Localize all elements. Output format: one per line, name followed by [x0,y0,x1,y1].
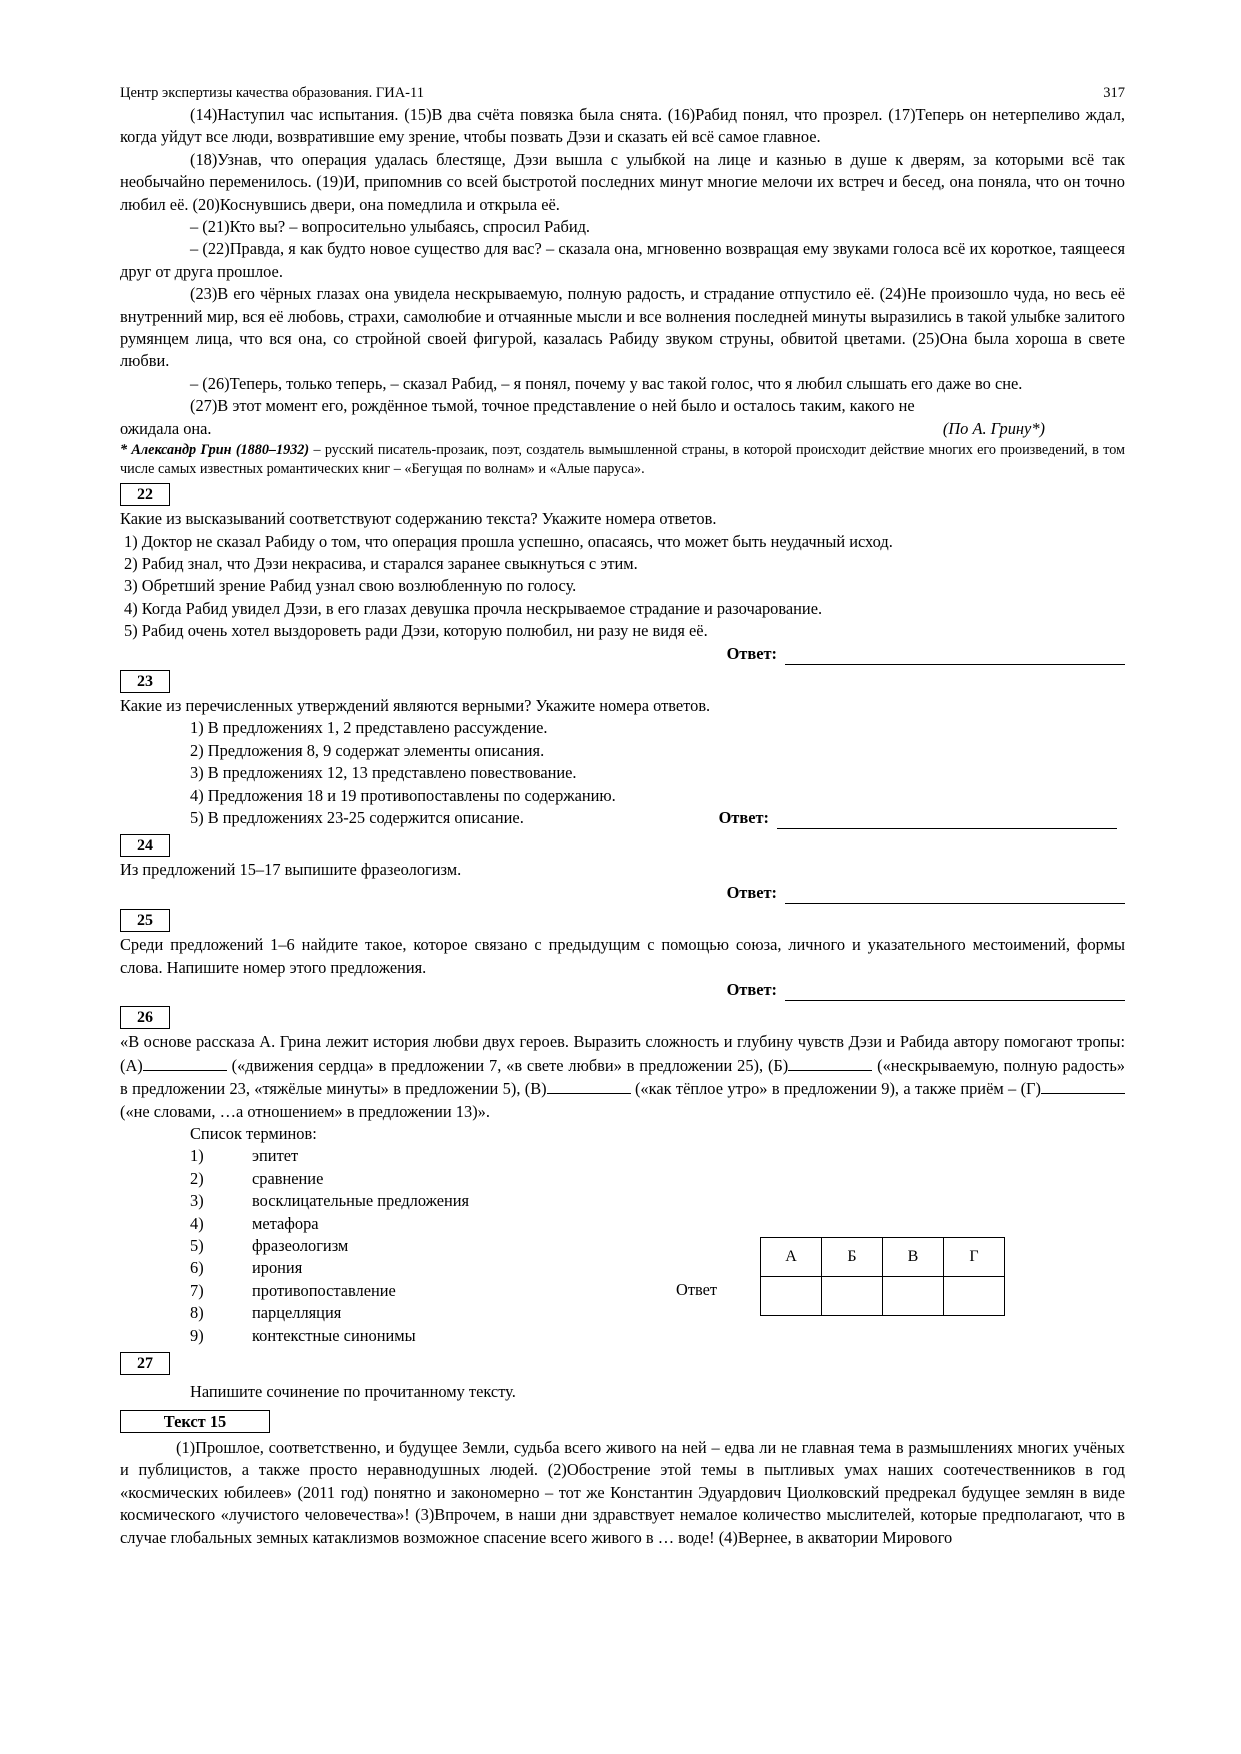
prompt-part: («нескрываемую, полную радость» в предложении 23, «тяжёлые минуты» в предложении 5), (В) [120,1055,1126,1099]
answer-table [760,1237,1005,1316]
term-number: 6) [190,1258,204,1278]
answer-option: 3) Обретший зрение Рабид узнал свою возлюбленную по голосу. [124,576,577,596]
question-number-box: 22 [120,483,170,506]
header-title: Центр экспертизы качества образования. ГИА-11 [120,85,424,101]
answer-field[interactable] [785,646,1125,665]
question-22-header [120,483,1125,506]
footnote [120,441,1125,478]
question-number-box: 25 [120,909,170,932]
blank-g[interactable] [1041,1077,1125,1094]
term-number: 7) [190,1280,204,1300]
answer-table-header: В [883,1238,944,1277]
term-text: противопоставление [252,1280,396,1300]
answer-label: Ответ: [726,980,777,999]
term-number: 2) [190,1168,204,1188]
term-text: метафора [252,1213,319,1233]
prompt-part: («не словами, …а отношением» в предложении 13)». [120,1101,490,1121]
blank-v[interactable] [547,1077,631,1094]
term-item [120,1325,1125,1347]
term-text: фразеологизм [252,1236,349,1256]
answer-label: Ответ: [718,807,769,827]
question-prompt: Среди предложений 1–6 найдите такое, которое связано с предыдущим с помощью союза, личного и указательного местоимений, формы слова. Напишите номер этого предложения. [120,935,1125,977]
page-number: 317 [1103,85,1125,101]
footnote-text: – русский писатель-прозаик, поэт, создатель вымышленной страны, в которой происходит действие многих его произведений, в том числе самых известных романтических книг – «Бегущая по волнам» и «Алые паруса». [120,442,1125,477]
term-number: 8) [190,1303,204,1323]
terms-title: Список терминов: [190,1124,317,1144]
answer-field[interactable] [785,885,1125,904]
term-number: 1) [190,1146,204,1166]
answer-row [120,882,1125,904]
answer-option: 2) Предложения 8, 9 содержат элементы описания. [190,740,545,760]
question-prompt [120,1031,1125,1123]
text-paragraph: – (22)Правда, я как будто новое существо для вас? – сказала она, мгновенно возвращая ему звуками голоса всё их короткое, таящееся друг от друга прошлое. [120,239,1125,281]
question-prompt: Какие из перечисленных утверждений являются верными? Укажите номера ответов. [120,695,711,715]
question-prompt: Какие из высказываний соответствуют содержанию текста? Укажите номера ответов. [120,509,717,529]
text-paragraph: (27)В этот момент его, рождённое тьмой, точное представление о ней было и осталось таким, какого не [190,396,915,416]
prompt-part: «В основе рассказа А. Грина лежит история любви двух героев. Выразить сложность и глубину чувств Дэзи и Рабида автору помогают тропы: (А) [120,1032,1125,1075]
answer-option: 1) В предложениях 1, 2 представлено рассуждение. [190,718,548,738]
text-paragraph: (18)Узнав, что операция удалась блестяще, Дэзи вышла с улыбкой на лице и казнью в душе к дверям, за которыми всё так необычайно переменилось. (19)И, припомнив со всей быстротой последних минут многие мелочи их встреч и бесед, она поняла, что он точно любил её. (20)Коснувшись двери, она помедлила и открыла её. [120,149,1125,214]
term-text: ирония [252,1258,303,1278]
term-number: 4) [190,1213,204,1233]
text-paragraph-end [120,418,1125,440]
page-header [120,84,1125,102]
text-paragraph: (23)В его чёрных глазах она увидела нескрываемую, полную радость, и страдание отпустило её. (24)Не произошло чуда, но весь её внутренний мир, вся её любовь, страхи, самолюбие и отчаянные мысли и все волнения последней минуты выразились в такой улыбке залитого румянцем лица, что вся она, со стройной своей фигурой, казалась Рабиду звуком струны, обвитой цветами. (25)Она была хороша в свете любви. [120,284,1125,371]
question-number-box: 27 [120,1352,170,1375]
answer-table-header: А [761,1238,822,1277]
prompt-part: («как тёплое утро» в предложении 9), а также приём – (Г) [630,1079,1041,1099]
answer-option: 1) Доктор не сказал Рабиду о том, что операция прошла успешно, опасаясь, что может быть неудачный исход. [124,531,893,551]
term-item [120,1145,1125,1167]
term-text: парцелляция [252,1303,342,1323]
text-paragraph: (1)Прошлое, соответственно, и будущее Земли, судьба всего живого на ней – едва ли не главная тема в размышлениях многих учёных и публицистов, а также просто неравнодушных людей. (2)Обострение этой темы в пытливых умах наших соотечественников в год «космических юбилеев» (2011 год) понятно и закономерно – тот же Константин Эдуардович Циолковский предрекал будущее землян в виде космического «лучистого человечества»! (3)Впрочем, в наши дни здравствует немалое количество мыслителей, которые предполагают, что в случае глобальных земных катаклизмов возможное спасение всего живого в … воде! (4)Вернее, в акватории Мирового [120,1437,1125,1547]
answer-field[interactable] [777,810,1117,829]
text-title-box: Текст 15 [120,1410,270,1433]
answer-row [120,643,1125,665]
answer-table-header: Б [822,1238,883,1277]
answer-row [120,979,1125,1001]
answer-cell-g[interactable] [944,1277,1005,1316]
answer-cell-b[interactable] [822,1277,883,1316]
answer-table-header-row [761,1238,1005,1277]
blank-a[interactable] [143,1054,227,1071]
answer-table-input-row [761,1277,1005,1316]
page [120,84,1125,1549]
answer-option: 4) Когда Рабид увидел Дэзи, в его глазах девушка прочла нескрываемое страдание и разочарование. [124,598,823,618]
question-27-header [120,1352,1125,1375]
term-text: сравнение [252,1168,324,1188]
question-23-header [120,670,1125,693]
answer-option: 3) В предложениях 12, 13 представлено повествование. [190,763,577,783]
term-text: контекстные синонимы [252,1325,416,1345]
answer-table-label: Ответ [676,1280,718,1300]
prompt-part: («движения сердца» в предложении 7, «в свете любви» в предложении 25), (Б) [226,1055,789,1075]
term-text: эпитет [252,1146,299,1166]
text-15-header [120,1410,1125,1433]
question-26-header [120,1006,1125,1029]
question-number-box: 24 [120,834,170,857]
text-paragraph: – (21)Кто вы? – вопросительно улыбаясь, спросил Рабид. [190,217,591,237]
term-number: 5) [190,1236,204,1256]
answer-cell-a[interactable] [761,1277,822,1316]
question-number-box: 26 [120,1006,170,1029]
question-number-box: 23 [120,670,170,693]
answer-option: 2) Рабид знал, что Дэзи некрасива, и старался заранее свыкнуться с этим. [124,553,638,573]
term-number: 9) [190,1325,204,1345]
text-paragraph: (14)Наступил час испытания. (15)В два счёта повязка была снята. (16)Рабид понял, что прозрел. (17)Теперь он нетерпеливо ждал, когда уйдут все люди, возвратившие ему зрение, чтобы позвать Дэзи и сказать ей всё самое главное. [120,105,1125,147]
answer-option: 5) В предложениях 23-25 содержится описание. [190,807,524,827]
answer-field[interactable] [785,982,1125,1001]
footnote-author: * Александр Грин (1880–1932) [120,442,310,459]
term-text: восклицательные предложения [252,1191,470,1211]
answer-label: Ответ: [726,882,777,902]
term-number: 3) [190,1191,204,1211]
answer-row [120,807,1125,829]
answer-label: Ответ: [726,643,777,663]
paragraph-end: ожидала она. [120,418,212,438]
question-24-header [120,834,1125,857]
answer-option: 5) Рабид очень хотел выздороветь ради Дэзи, которую полюбил, ни разу не видя её. [124,621,708,641]
source-attribution: (По А. Грину*) [942,418,1045,438]
term-item [120,1213,1125,1235]
text-paragraph: – (26)Теперь, только теперь, – сказал Рабид, – я понял, почему у вас такой голос, что я любил слышать его даже во сне. [190,373,1023,393]
question-prompt: Из предложений 15–17 выпишите фразеологизм. [120,860,462,880]
question-25-header [120,909,1125,932]
term-item [120,1168,1125,1190]
question-prompt: Напишите сочинение по прочитанному тексту. [190,1382,516,1402]
term-item [120,1190,1125,1212]
answer-table-header: Г [944,1238,1005,1277]
terms-section [120,1123,1125,1347]
blank-b[interactable] [788,1054,872,1071]
answer-option: 4) Предложения 18 и 19 противопоставлены по содержанию. [190,785,616,805]
answer-cell-v[interactable] [883,1277,944,1316]
